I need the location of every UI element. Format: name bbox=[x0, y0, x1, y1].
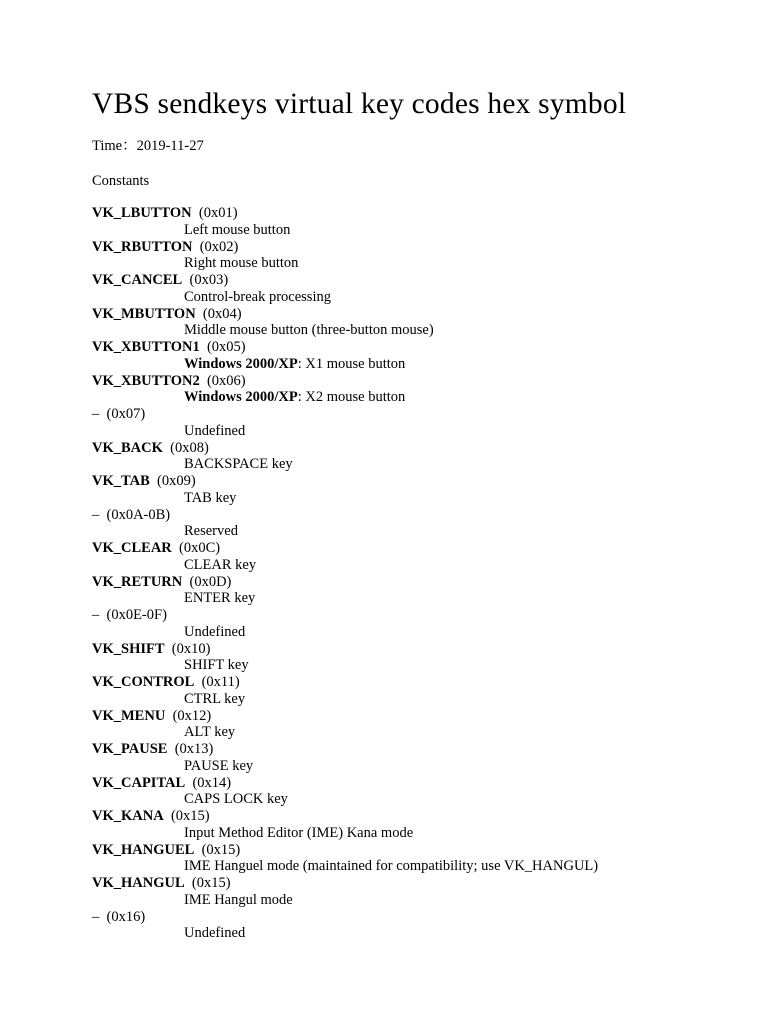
description-text: ENTER key bbox=[184, 590, 256, 607]
hex-code: (0x07) bbox=[106, 406, 146, 422]
description-text: IME Hanguel mode (maintained for compatibility; use VK_HANGUL) bbox=[184, 858, 599, 875]
list-item bbox=[92, 708, 752, 742]
page-title: VBS sendkeys virtual key codes hex symbol bbox=[92, 88, 627, 120]
entry-description bbox=[92, 825, 752, 842]
list-item bbox=[92, 842, 752, 876]
description-text: Undefined bbox=[184, 623, 246, 640]
entry-description bbox=[92, 858, 752, 875]
description-text: : X1 mouse button bbox=[297, 355, 406, 372]
key-code-list bbox=[92, 205, 752, 942]
constant-name: VK_KANA bbox=[92, 808, 164, 824]
list-item bbox=[92, 808, 752, 842]
list-item bbox=[92, 239, 752, 273]
hex-code: (0x15) bbox=[191, 875, 231, 891]
description-text: BACKSPACE key bbox=[184, 456, 293, 473]
constant-name: VK_XBUTTON2 bbox=[92, 372, 200, 389]
list-item bbox=[92, 875, 752, 909]
entry-header bbox=[92, 306, 752, 323]
entry-header bbox=[92, 875, 752, 892]
entry-header bbox=[92, 440, 752, 457]
platform-label: Windows 2000/XP bbox=[184, 355, 298, 372]
description-text: TAB key bbox=[184, 489, 237, 506]
constant-name: VK_CAPITAL bbox=[92, 774, 186, 791]
constant-name: VK_BACK bbox=[92, 439, 163, 456]
list-item bbox=[92, 406, 752, 440]
entry-description bbox=[92, 255, 752, 272]
entry-description bbox=[92, 724, 752, 741]
entry-description bbox=[92, 791, 752, 808]
hex-code: (0x13) bbox=[174, 741, 214, 757]
list-item bbox=[92, 775, 752, 809]
constant-name: VK_LBUTTON bbox=[92, 205, 192, 221]
hex-code: (0x0E-0F) bbox=[106, 607, 167, 623]
entry-header bbox=[92, 708, 752, 725]
description-text: Input Method Editor (IME) Kana mode bbox=[184, 824, 414, 841]
description-text: CAPS LOCK key bbox=[184, 791, 288, 808]
hex-code: (0x08) bbox=[170, 439, 209, 456]
entry-description bbox=[92, 356, 752, 373]
placeholder-dash: – bbox=[92, 406, 100, 422]
entry-header bbox=[92, 574, 752, 591]
entry-description bbox=[92, 423, 752, 440]
constant-name: VK_HANGUEL bbox=[92, 841, 195, 858]
description-text: ALT key bbox=[184, 724, 236, 741]
entry-description bbox=[92, 456, 752, 473]
entry-header bbox=[92, 607, 752, 624]
description-text: SHIFT key bbox=[184, 657, 249, 674]
platform-label: Windows 2000/XP bbox=[184, 389, 298, 406]
description-text: Middle mouse button (three-button mouse) bbox=[184, 322, 434, 339]
entry-description bbox=[92, 892, 752, 909]
hex-code: (0x06) bbox=[206, 372, 246, 389]
entry-header bbox=[92, 373, 752, 390]
constant-name: VK_RBUTTON bbox=[92, 238, 193, 255]
entry-description bbox=[92, 490, 752, 507]
entry-header bbox=[92, 775, 752, 792]
list-item bbox=[92, 306, 752, 340]
list-item bbox=[92, 641, 752, 675]
list-item bbox=[92, 440, 752, 474]
hex-code: (0x16) bbox=[106, 908, 146, 925]
constant-name: VK_CLEAR bbox=[92, 540, 172, 556]
list-item bbox=[92, 741, 752, 775]
entry-description bbox=[92, 389, 752, 406]
list-item bbox=[92, 607, 752, 641]
entry-description bbox=[92, 289, 752, 306]
constant-name: VK_SHIFT bbox=[92, 640, 165, 657]
publish-time: Time：2019-11-27 bbox=[92, 138, 204, 154]
description-text: CTRL key bbox=[184, 690, 246, 707]
list-item bbox=[92, 473, 752, 507]
list-item bbox=[92, 909, 752, 943]
constant-name: VK_CANCEL bbox=[92, 272, 183, 288]
hex-code: (0x10) bbox=[171, 640, 211, 657]
description-text: Undefined bbox=[184, 925, 246, 942]
entry-header bbox=[92, 842, 752, 859]
placeholder-dash: – bbox=[92, 506, 100, 523]
description-text: IME Hangul mode bbox=[184, 891, 293, 908]
entry-header bbox=[92, 741, 752, 758]
entry-header bbox=[92, 674, 752, 691]
entry-description bbox=[92, 557, 752, 574]
entry-description bbox=[92, 322, 752, 339]
list-item bbox=[92, 507, 752, 541]
constant-name: VK_MENU bbox=[92, 707, 166, 724]
placeholder-dash: – bbox=[92, 908, 100, 925]
constant-name: VK_PAUSE bbox=[92, 741, 168, 757]
hex-code: (0x04) bbox=[202, 305, 242, 322]
constant-name: VK_HANGUL bbox=[92, 875, 185, 891]
constant-name: VK_XBUTTON1 bbox=[92, 339, 200, 355]
entry-description bbox=[92, 758, 752, 775]
description-text: Left mouse button bbox=[184, 221, 291, 238]
description-text: Right mouse button bbox=[184, 255, 299, 272]
list-item bbox=[92, 373, 752, 407]
description-text: Reserved bbox=[184, 523, 238, 540]
entry-description bbox=[92, 523, 752, 540]
placeholder-dash: – bbox=[92, 607, 100, 623]
constant-name: VK_MBUTTON bbox=[92, 305, 196, 322]
hex-code: (0x15) bbox=[201, 841, 241, 858]
hex-code: (0x01) bbox=[198, 205, 238, 221]
entry-header bbox=[92, 406, 752, 423]
entry-description bbox=[92, 691, 752, 708]
list-item bbox=[92, 540, 752, 574]
constant-name: VK_CONTROL bbox=[92, 674, 195, 690]
description-text: Undefined bbox=[184, 422, 246, 439]
hex-code: (0x02) bbox=[199, 238, 239, 255]
entry-header bbox=[92, 205, 752, 222]
list-item bbox=[92, 339, 752, 373]
list-item bbox=[92, 272, 752, 306]
entry-description bbox=[92, 657, 752, 674]
list-item bbox=[92, 205, 752, 239]
entry-header bbox=[92, 507, 752, 524]
description-text: CLEAR key bbox=[184, 556, 257, 573]
entry-header bbox=[92, 540, 752, 557]
entry-header bbox=[92, 239, 752, 256]
entry-header bbox=[92, 909, 752, 926]
description-text: PAUSE key bbox=[184, 757, 254, 774]
section-heading: Constants bbox=[92, 173, 150, 189]
entry-header bbox=[92, 473, 752, 490]
hex-code: (0x11) bbox=[201, 674, 240, 690]
description-text: Control-break processing bbox=[184, 288, 331, 305]
entry-header bbox=[92, 641, 752, 658]
entry-header bbox=[92, 272, 752, 289]
entry-description bbox=[92, 222, 752, 239]
hex-code: (0x0A-0B) bbox=[106, 506, 171, 523]
entry-description bbox=[92, 925, 752, 942]
list-item bbox=[92, 674, 752, 708]
hex-code: (0x14) bbox=[192, 774, 232, 791]
hex-code: (0x0C) bbox=[179, 540, 221, 556]
hex-code: (0x05) bbox=[206, 339, 246, 355]
hex-code: (0x03) bbox=[189, 272, 229, 288]
entry-description bbox=[92, 590, 752, 607]
list-item bbox=[92, 574, 752, 608]
hex-code: (0x0D) bbox=[189, 573, 232, 590]
entry-header bbox=[92, 808, 752, 825]
description-text: : X2 mouse button bbox=[297, 389, 406, 406]
constant-name: VK_TAB bbox=[92, 473, 150, 489]
hex-code: (0x09) bbox=[157, 473, 196, 489]
entry-header bbox=[92, 339, 752, 356]
hex-code: (0x15) bbox=[170, 808, 210, 824]
constant-name: VK_RETURN bbox=[92, 573, 183, 590]
hex-code: (0x12) bbox=[172, 707, 212, 724]
entry-description bbox=[92, 624, 752, 641]
